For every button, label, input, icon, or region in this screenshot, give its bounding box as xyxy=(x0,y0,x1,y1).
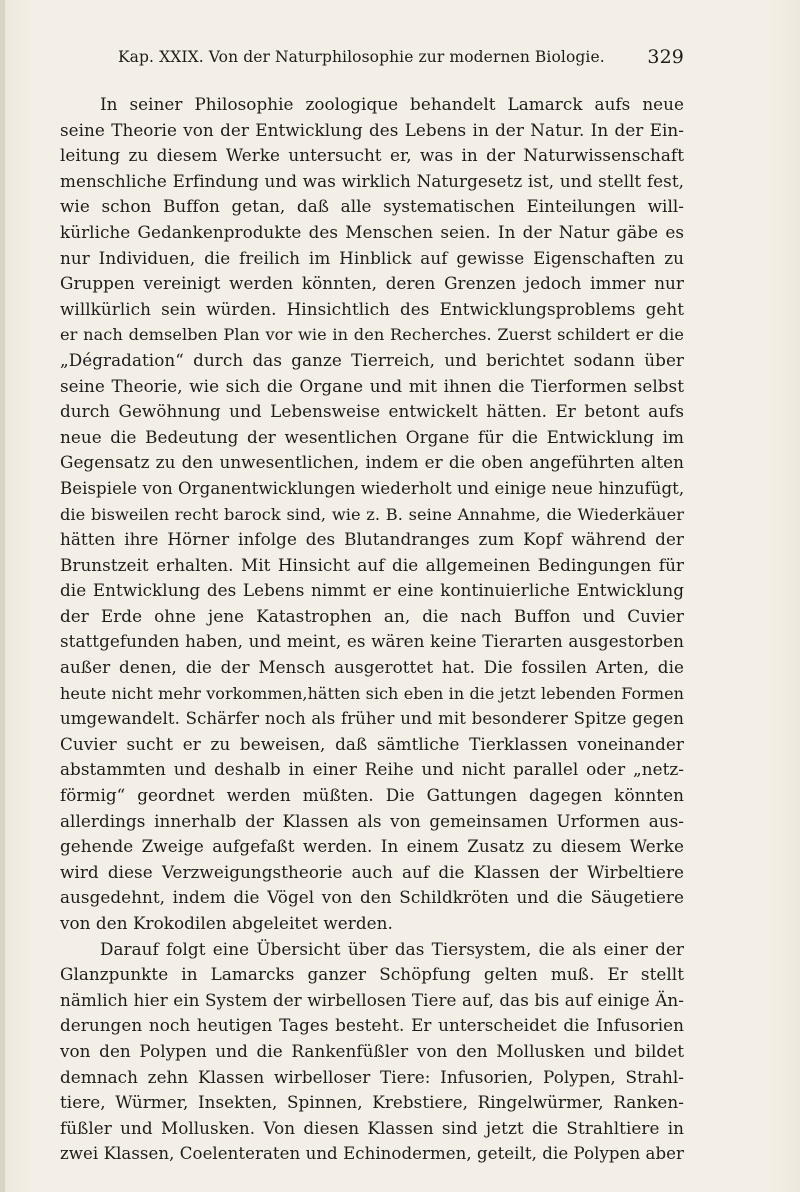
text-line: hätten ihre Hörner infolge des Blutandranges zum Kopf während der xyxy=(60,529,684,550)
text-line: zwei Klassen, Coelenteraten und Echinodermen, geteilt, die Polypen aber xyxy=(60,1144,684,1164)
text-line: Gegensatz zu den unwesentlichen, indem er die oben angeführten alten xyxy=(60,452,684,473)
text-line: tiere, Würmer, Insekten, Spinnen, Krebstiere, Ringelwürmer, Ranken- xyxy=(60,1092,684,1113)
text-line: kürliche Gedankenprodukte des Menschen seien. In der Natur gäbe es xyxy=(60,221,684,242)
text-line: Cuvier sucht er zu beweisen, daß sämtliche Tierklassen voneinander xyxy=(60,733,684,754)
text-line: leitung zu diesem Werke untersucht er, was in der Naturwissenschaft xyxy=(60,145,684,166)
text-line: gehende Zweige aufgefaßt werden. In einem Zusatz zu diesem Werke xyxy=(60,836,684,857)
text-line: außer denen, die der Mensch ausgerottet hat. Die fossilen Arten, die xyxy=(60,657,684,678)
page-edge-shadow xyxy=(0,0,5,1192)
body-text xyxy=(60,92,684,1167)
text-line: willkürlich sein würden. Hinsichtlich des Entwicklungsproblems geht xyxy=(60,298,684,319)
text-line: von den Polypen und die Rankenfüßler von den Mollusken und bildet xyxy=(60,1040,684,1061)
page-number: 329 xyxy=(647,46,684,68)
text-line: demnach zehn Klassen wirbelloser Tiere: Infusorien, Polypen, Strahl- xyxy=(60,1066,684,1087)
text-line: seine Theorie von der Entwicklung des Lebens in der Natur. In der Ein- xyxy=(60,119,684,140)
text-line: stattgefunden haben, und meint, es wären keine Tierarten ausgestorben xyxy=(60,631,684,652)
text-line: umgewandelt. Schärfer noch als früher und mit besonderer Spitze gegen xyxy=(60,709,684,729)
text-line: seine Theorie, wie sich die Organe und mit ihnen die Tierformen selbst xyxy=(60,375,684,396)
text-line: füßler und Mollusken. Von diesen Klassen sind jetzt die Strahltiere in xyxy=(60,1117,684,1138)
text-line: nur Individuen, die freilich im Hinblick auf gewisse Eigenschaften zu xyxy=(60,247,684,268)
text-line: von den Krokodilen abgeleitet werden. xyxy=(60,913,393,933)
text-line: die Entwicklung des Lebens nimmt er eine kontinuierliche Entwicklung xyxy=(60,580,684,601)
running-head xyxy=(118,48,684,72)
text-line: allerdings innerhalb der Klassen als von gemeinsamen Urformen aus- xyxy=(60,810,684,831)
text-line: er nach demselben Plan vor wie in den Recherches. Zuerst schildert er die xyxy=(60,325,684,345)
text-line: der Erde ohne jene Katastrophen an, die nach Buffon und Cuvier xyxy=(60,605,684,626)
text-line: wird diese Verzweigungstheorie auch auf die Klassen der Wirbeltiere xyxy=(60,861,684,882)
text-line: nämlich hier ein System der wirbellosen Tiere auf, das bis auf einige Än- xyxy=(60,989,684,1010)
text-line: In seiner Philosophie zoologique behandelt Lamarck aufs neue xyxy=(100,94,684,114)
text-line: förmig“ geordnet werden müßten. Die Gattungen dagegen könnten xyxy=(60,785,684,806)
text-line: die bisweilen recht barock sind, wie z. B. seine Annahme, die Wiederkäuer xyxy=(60,504,684,524)
text-line: derungen noch heutigen Tages besteht. Er unterscheidet die Infusorien xyxy=(60,1015,684,1036)
text-line: abstammten und deshalb in einer Reihe und nicht parallel oder „netz- xyxy=(60,759,684,780)
text-line: Beispiele von Organentwicklungen wiederholt und einige neue hinzufügt, xyxy=(60,478,685,498)
text-line: Glanzpunkte in Lamarcks ganzer Schöpfung gelten muß. Er stellt xyxy=(60,964,684,985)
text-line: „Dégradation“ durch das ganze Tierreich, und berichtet sodann über xyxy=(60,349,684,370)
text-line: neue die Bedeutung der wesentlichen Organe für die Entwicklung im xyxy=(60,426,684,447)
text-line: Brunstzeit erhalten. Mit Hinsicht auf die allgemeinen Bedingungen für xyxy=(60,554,684,575)
text-line: ausgedehnt, indem die Vögel von den Schildkröten und die Säugetiere xyxy=(60,887,684,908)
text-line: Gruppen vereinigt werden könnten, deren Grenzen jedoch immer nur xyxy=(60,273,684,294)
text-line: wie schon Buffon getan, daß alle systematischen Einteilungen will- xyxy=(60,196,684,217)
text-line: Darauf folgt eine Übersicht über das Tiersystem, die als einer der xyxy=(100,938,684,959)
text-line: menschliche Erfindung und was wirklich Naturgesetz ist, und stellt fest, xyxy=(60,170,684,191)
text-line: durch Gewöhnung und Lebensweise entwickelt hätten. Er betont aufs xyxy=(60,401,684,422)
chapter-heading: Kap. XXIX. Von der Naturphilosophie zur modernen Biologie. xyxy=(118,48,605,66)
text-line: heute nicht mehr vorkommen,hätten sich eben in die jetzt lebenden Formen xyxy=(60,683,684,703)
